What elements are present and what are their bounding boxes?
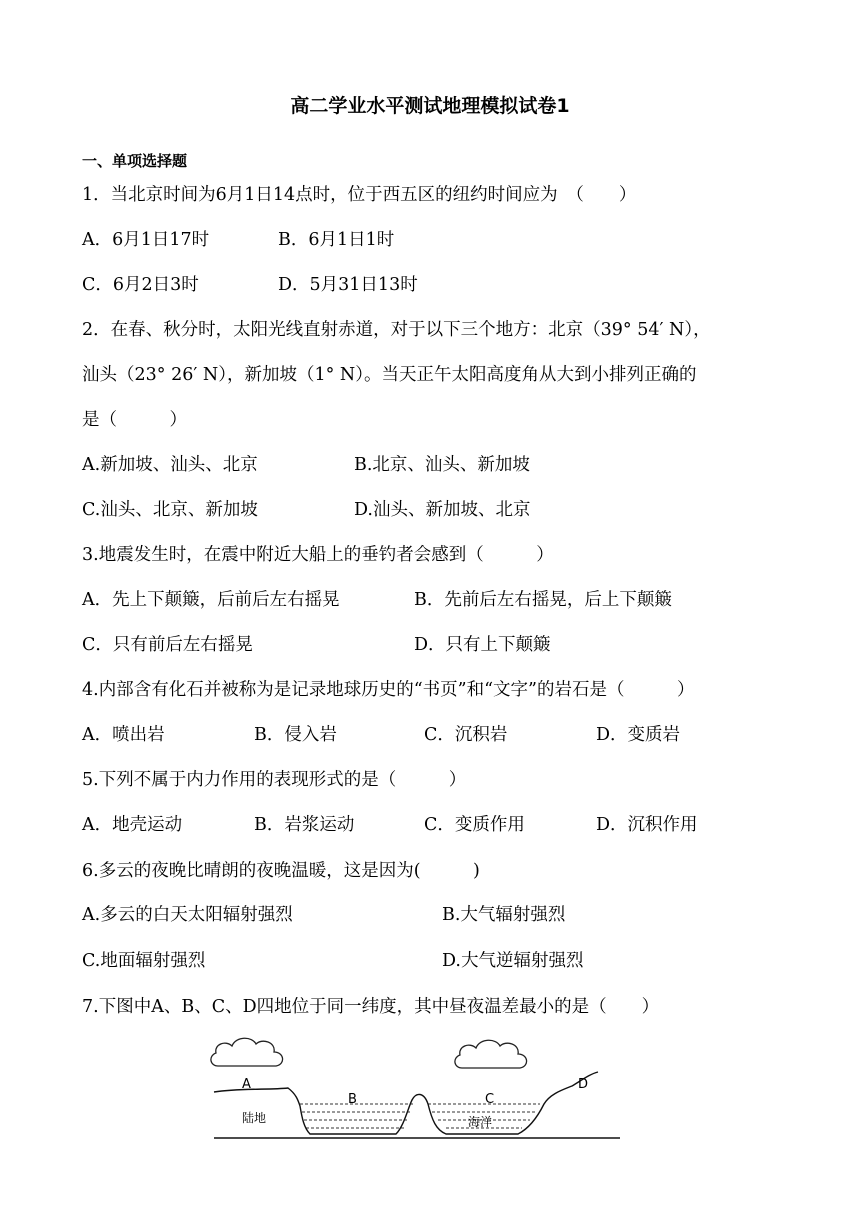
label-b: B xyxy=(348,1092,357,1107)
option-a: A．6月1日17时 xyxy=(82,230,210,250)
label-land: 陆地 xyxy=(242,1111,267,1125)
option-b: B．6月1日1时 xyxy=(278,230,395,250)
question-3-stem: 3.地震发生时，在震中附近大船上的垂钓者会感到（ ） xyxy=(82,545,554,565)
option-d: D．沉积作用 xyxy=(596,815,698,835)
option-c: C.地面辐射强烈 xyxy=(82,951,206,971)
option-b: B．岩浆运动 xyxy=(254,815,355,835)
option-b: B.大气辐射强烈 xyxy=(442,905,566,925)
option-b: B.北京、汕头、新加坡 xyxy=(354,455,530,475)
question-2-stem-line-3: 是（ ） xyxy=(82,410,187,430)
option-b: B．先前后左右摇晃，后上下颠簸 xyxy=(414,590,672,610)
section-heading: 一、单项选择题 xyxy=(82,152,188,170)
option-d: D.大气逆辐射强烈 xyxy=(442,951,584,971)
option-d: D．只有上下颠簸 xyxy=(414,635,551,655)
cloud-icon-right xyxy=(455,1040,527,1068)
cloud-icon-left xyxy=(211,1038,283,1066)
exam-title: 高二学业水平测试地理模拟试卷1 xyxy=(290,95,570,117)
option-d: D．变质岩 xyxy=(596,725,681,745)
terrain-outline xyxy=(214,1072,598,1134)
label-c: C xyxy=(485,1092,495,1107)
option-d: D．5月31日13时 xyxy=(278,275,418,295)
question-1-stem: 1．当北京时间为6月1日14点时，位于西五区的纽约时间应为 （ ） xyxy=(82,185,637,205)
option-a: A．地壳运动 xyxy=(82,815,183,835)
question-7-stem: 7.下图中A、B、C、D四地位于同一纬度，其中昼夜温差最小的是（ ） xyxy=(82,997,660,1017)
option-c: C．沉积岩 xyxy=(424,725,508,745)
question-4-stem: 4.内部含有化石并被称为是记录地球历史的“书页”和“文字”的岩石是（ ） xyxy=(82,680,695,700)
option-b: B．侵入岩 xyxy=(254,725,337,745)
option-a: A.新加坡、汕头、北京 xyxy=(82,455,258,475)
option-a: A．先上下颠簸，后前后左右摇晃 xyxy=(82,590,340,610)
label-d: D xyxy=(578,1077,589,1092)
label-ocean: 海洋 xyxy=(468,1115,493,1129)
label-a: A xyxy=(242,1077,251,1092)
option-c: C．变质作用 xyxy=(424,815,525,835)
question-2-stem-line-1: 2．在春、秋分时，太阳光线直射赤道，对于以下三个地方：北京（39° 54′ N）， xyxy=(82,320,711,340)
option-c: C.汕头、北京、新加坡 xyxy=(82,500,258,520)
question-5-stem: 5.下列不属于内力作用的表现形式的是（ ） xyxy=(82,770,467,790)
terrain-diagram xyxy=(200,1030,640,1150)
option-a: A.多云的白天太阳辐射强烈 xyxy=(82,905,293,925)
option-a: A．喷出岩 xyxy=(82,725,165,745)
question-2-stem-line-2: 汕头（23° 26′ N），新加坡（1° N）。当天正午太阳高度角从大到小排列正确的 xyxy=(82,365,697,385)
question-6-stem: 6.多云的夜晚比晴朗的夜晚温暖，这是因为( ) xyxy=(82,861,480,881)
option-c: C．6月2日3时 xyxy=(82,275,199,295)
option-c: C．只有前后左右摇晃 xyxy=(82,635,253,655)
option-d: D.汕头、新加坡、北京 xyxy=(354,500,531,520)
water-lines xyxy=(300,1104,540,1128)
